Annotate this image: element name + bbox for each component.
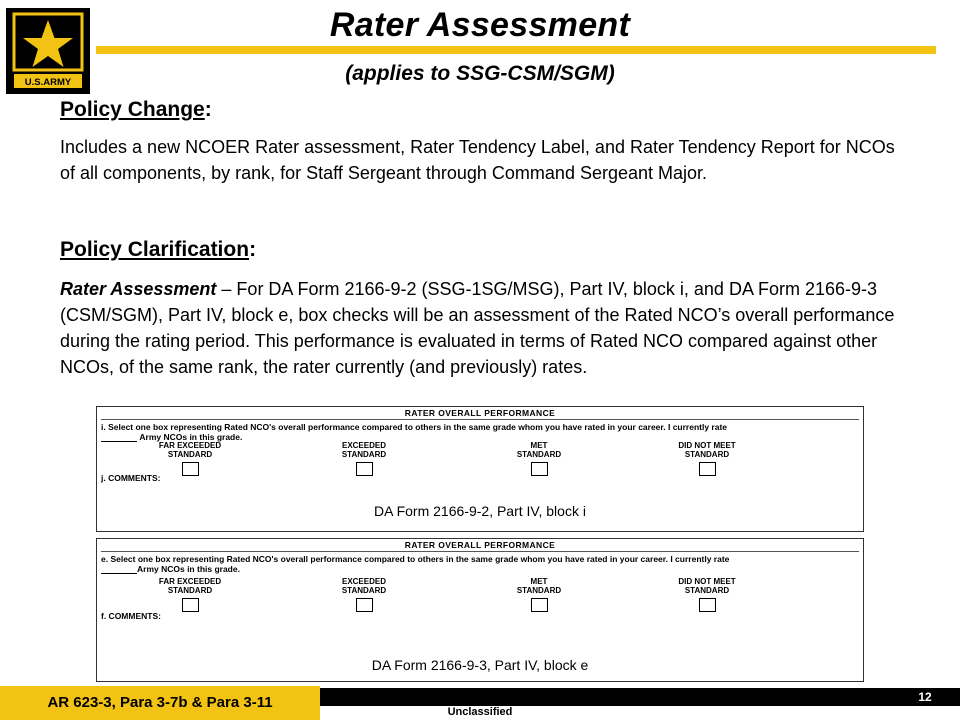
form1-option-met: [494, 441, 584, 476]
form2-checkbox-exceeded[interactable]: [356, 598, 373, 612]
policy-clarification-body: – For DA Form 2166-9-2 (SSG-1SG/MSG), Part IV, block i, and DA Form 2166-9-3 (CSM/SGM), Part IV, block e, box checks will be an assessment of the Rated NCO’s overall performance during the rating period. This performance is evaluated in terms of Rated NCO compared against other NCOs, of the same rank, the rater currently (and previously) rates.: [60, 279, 895, 377]
form1-checkbox-exceeded[interactable]: [356, 462, 373, 476]
form-2166-9-3-excerpt: [96, 538, 864, 682]
form1-checkbox-met[interactable]: [531, 462, 548, 476]
form2-question-text-2: Army NCOs in this grade.: [137, 564, 240, 574]
form1-header: RATER OVERALL PERFORMANCE: [101, 407, 859, 420]
form2-question: [97, 552, 863, 574]
form2-option-label: MET STANDARD: [516, 577, 562, 595]
page-number: 12: [918, 690, 932, 704]
regulation-reference: AR 623-3, Para 3-7b & Para 3-11: [0, 686, 320, 720]
page-title: Rater Assessment: [329, 6, 631, 44]
form1-question-text-2: Army NCOs in this grade.: [139, 432, 243, 442]
form1-rate-count-blank: [101, 433, 137, 442]
policy-clarification-heading-colon: :: [249, 238, 257, 261]
form1-option-exceeded: [319, 441, 409, 476]
policy-clarification-heading-text: Policy Clarification: [60, 238, 250, 261]
page-subtitle: (applies to SSG-CSM/SGM): [345, 62, 615, 85]
classification-label: Unclassified: [447, 706, 513, 718]
army-star-logo: [6, 8, 90, 94]
form2-option-label: DID NOT MEET STANDARD: [678, 577, 736, 595]
policy-clarification-text: [60, 276, 910, 380]
form2-checkbox-far-exceeded[interactable]: [182, 598, 199, 612]
title-divider: [96, 46, 936, 54]
form1-caption: DA Form 2166-9-2, Part IV, block i: [374, 503, 586, 519]
logo-text: U.S.ARMY: [24, 77, 72, 88]
form2-option-exceeded: [319, 577, 409, 612]
form1-comments-label: j. COMMENTS:: [101, 473, 161, 483]
form2-rate-count-blank: [101, 565, 137, 574]
form1-option-label: FAR EXCEEDED STANDARD: [158, 441, 222, 459]
form2-comments-label: f. COMMENTS:: [101, 611, 161, 621]
form1-option-far-exceeded: [145, 441, 235, 476]
policy-change-heading-text: Policy Change: [60, 98, 205, 121]
policy-change-heading-colon: :: [204, 98, 212, 121]
form2-option-met: [494, 577, 584, 612]
form-2166-9-2-excerpt: [96, 406, 864, 532]
form2-option-label: EXCEEDED STANDARD: [341, 577, 387, 595]
form2-checkbox-met[interactable]: [531, 598, 548, 612]
policy-change-text: Includes a new NCOER Rater assessment, Rater Tendency Label, and Rater Tendency Report for NCOs of all components, by rank, for Staff Sergeant through Command Sergeant Major.: [60, 137, 895, 183]
form1-option-did-not-meet: [662, 441, 752, 476]
form2-question-text: e. Select one box representing Rated NCO's overall performance compared to others in the same grade whom you have rated in your career. I currently rate: [101, 554, 730, 564]
form1-checkbox-did-not-meet[interactable]: [699, 462, 716, 476]
form2-caption: DA Form 2166-9-3, Part IV, block e: [371, 657, 589, 673]
policy-change-heading: [60, 98, 212, 122]
rater-assessment-lead: Rater Assessment: [60, 279, 217, 299]
form1-option-label: EXCEEDED STANDARD: [341, 441, 387, 459]
form1-question: [97, 420, 863, 442]
form2-checkbox-did-not-meet[interactable]: [699, 598, 716, 612]
form2-option-far-exceeded: [145, 577, 235, 612]
policy-clarification-heading: [60, 238, 256, 262]
form1-checkbox-far-exceeded[interactable]: [182, 462, 199, 476]
form2-header: RATER OVERALL PERFORMANCE: [101, 539, 859, 552]
form1-option-label: MET STANDARD: [516, 441, 562, 459]
form2-option-label: FAR EXCEEDED STANDARD: [158, 577, 222, 595]
form1-option-label: DID NOT MEET STANDARD: [678, 441, 736, 459]
form1-question-text: i. Select one box representing Rated NCO's overall performance compared to others in the same grade whom you have rated in your career. I currently rate: [101, 422, 728, 432]
form2-option-did-not-meet: [662, 577, 752, 612]
